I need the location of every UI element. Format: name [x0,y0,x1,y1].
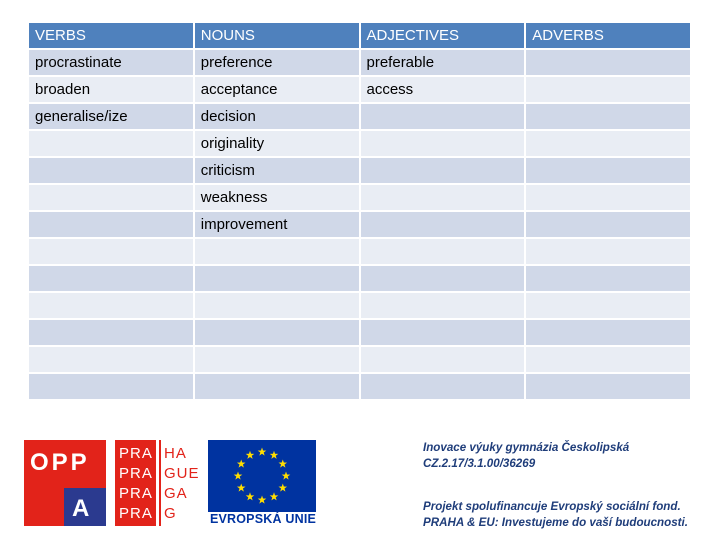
cell-adverbs [525,319,691,346]
project-code: CZ.2.17/3.1.00/36269 [423,457,536,470]
cell-nouns: acceptance [194,76,360,103]
cell-adjectives [360,157,526,184]
cell-adjectives [360,211,526,238]
cell-verbs: generalise/ize [28,103,194,130]
praha-logo [115,440,200,526]
eu-logo [208,440,318,528]
cell-nouns [194,265,360,292]
cell-verbs [28,130,194,157]
cell-adverbs [525,292,691,319]
table-row [28,76,691,103]
cell-adverbs [525,157,691,184]
funding-info [423,499,713,531]
cell-adverbs [525,130,691,157]
table-row [28,130,691,157]
cell-verbs [28,211,194,238]
cell-nouns: criticism [194,157,360,184]
cell-verbs [28,265,194,292]
project-title: Inovace výuky gymnázia Českolipská [423,441,630,454]
table-row [28,346,691,373]
header-adjectives: ADJECTIVES [360,22,526,49]
table-row [28,319,691,346]
svg-text:A: A [72,495,90,522]
word-forms-table-container [27,21,690,401]
cell-adjectives [360,292,526,319]
svg-text:OPP: OPP [30,449,90,476]
cell-adverbs [525,49,691,76]
cell-adjectives [360,130,526,157]
cell-verbs: procrastinate [28,49,194,76]
table-row [28,292,691,319]
cell-nouns [194,319,360,346]
header-nouns: NOUNS [194,22,360,49]
table-row [28,157,691,184]
cell-nouns: preference [194,49,360,76]
eu-flag-icon [208,440,316,512]
cell-adjectives [360,319,526,346]
cell-adjectives [360,238,526,265]
cell-adverbs [525,238,691,265]
svg-text:GA: GA [164,485,188,502]
table-header-row [28,22,691,49]
table-row [28,103,691,130]
table-row [28,373,691,400]
cell-verbs [28,292,194,319]
table-row [28,265,691,292]
table-row [28,49,691,76]
word-forms-table [27,21,692,401]
svg-text:G: G [164,505,177,522]
svg-text:GUE: GUE [164,465,200,482]
funding-slogan: PRAHA & EU: Investujeme do vaší budoucnosti. [423,516,688,529]
cell-adjectives [360,265,526,292]
cell-adjectives [360,184,526,211]
oppa-logo [24,440,106,526]
cell-verbs [28,238,194,265]
cell-adverbs [525,211,691,238]
svg-text:HA: HA [164,445,187,462]
cell-verbs [28,373,194,400]
table-body [28,49,691,400]
cell-verbs [28,319,194,346]
cell-adverbs [525,76,691,103]
cell-nouns: decision [194,103,360,130]
cell-verbs: broaden [28,76,194,103]
svg-text:PRA: PRA [119,445,153,462]
table-row [28,211,691,238]
cell-adjectives: access [360,76,526,103]
cell-adverbs [525,265,691,292]
table-row [28,238,691,265]
cell-nouns: originality [194,130,360,157]
cell-nouns: weakness [194,184,360,211]
eu-label: EVROPSKÁ UNIE [209,512,317,526]
cell-nouns [194,346,360,373]
cell-verbs [28,184,194,211]
cell-adjectives [360,373,526,400]
cell-adverbs [525,103,691,130]
table-row [28,184,691,211]
cell-verbs [28,157,194,184]
svg-text:PRA: PRA [119,485,153,502]
cell-nouns [194,292,360,319]
cell-verbs [28,346,194,373]
cell-adverbs [525,184,691,211]
cell-adjectives: preferable [360,49,526,76]
project-info [423,440,713,472]
cell-nouns: improvement [194,211,360,238]
svg-text:PRA: PRA [119,465,153,482]
cell-adverbs [525,373,691,400]
svg-text:PRA: PRA [119,505,153,522]
cell-adjectives [360,103,526,130]
funding-statement: Projekt spolufinancuje Evropský sociální fond. [423,500,681,513]
cell-nouns [194,373,360,400]
cell-nouns [194,238,360,265]
cell-adverbs [525,346,691,373]
header-adverbs: ADVERBS [525,22,691,49]
cell-adjectives [360,346,526,373]
header-verbs: VERBS [28,22,194,49]
